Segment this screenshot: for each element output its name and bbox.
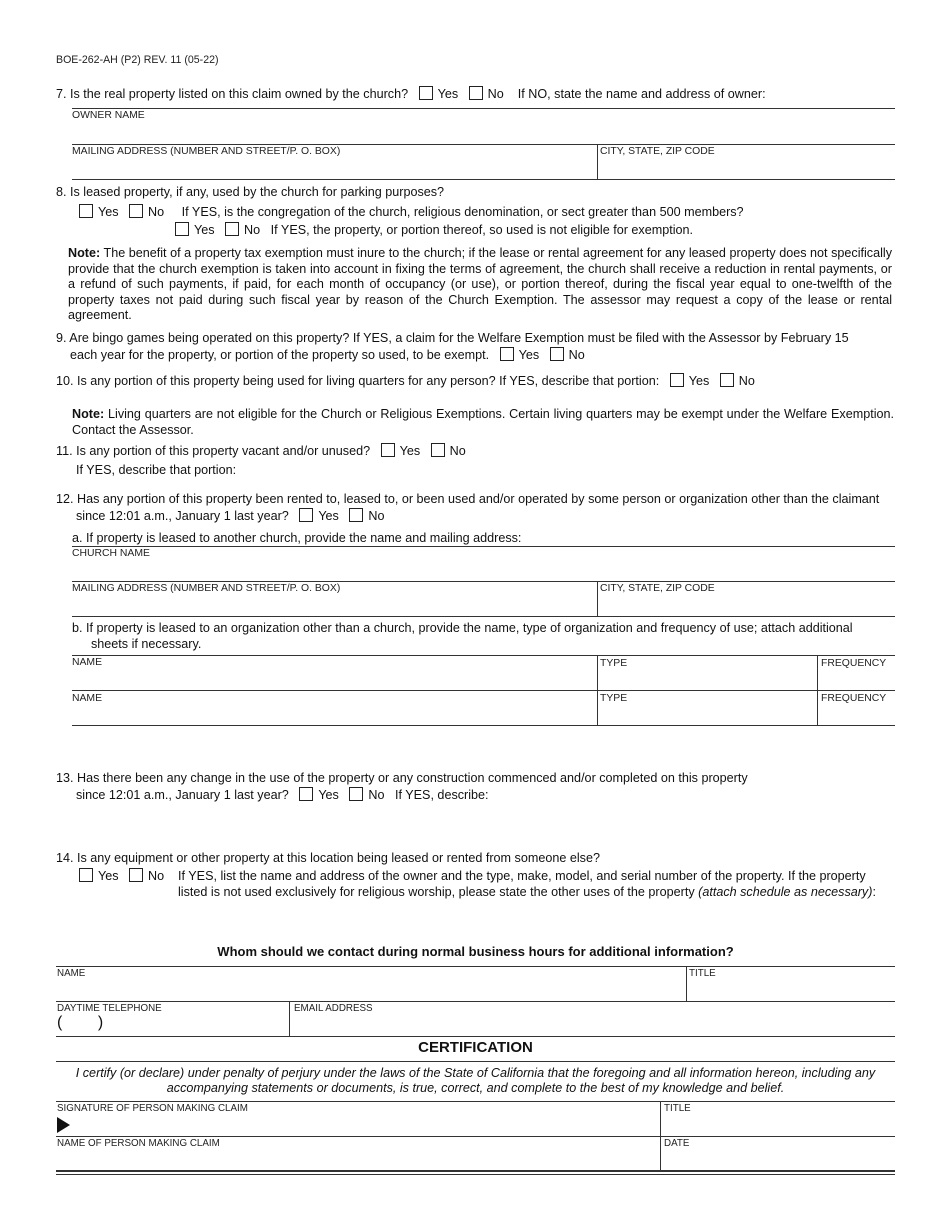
cert-line1: I certify (or declare) under penalty of perjury under the laws of the State of California that the foregoing and all information hereon, including any [75,1066,876,1080]
checkbox-icon [299,787,313,801]
q10-row: 10. Is any portion of this property being used for living quarters for any person? If YES, describe that portion: Yes No [56,374,755,388]
claimant-name-field[interactable] [57,1150,659,1170]
q9-no-checkbox[interactable]: No [550,347,585,363]
org1-type-field[interactable] [600,670,816,690]
cert-title-field[interactable] [664,1115,895,1135]
cert-title-label: TITLE [664,1103,691,1114]
q8-yes-checkbox[interactable]: Yes [79,204,119,220]
org2-type-field[interactable] [600,705,816,724]
owner-name-field[interactable] [72,122,895,144]
q12-mailing-field[interactable] [72,595,596,615]
contact-title-field[interactable] [689,980,895,1000]
q7-text: 7. Is the real property listed on this claim owned by the church? [56,87,409,101]
q11-row: 11. Is any portion of this property vacant and/or unused? Yes No [56,444,466,458]
q7-city-field[interactable] [600,158,895,178]
date-field[interactable] [664,1150,895,1170]
org2-frequency-label: FREQUENCY [821,693,887,704]
signature-label: SIGNATURE OF PERSON MAKING CLAIM [57,1103,248,1114]
checkbox-icon [299,508,313,522]
q11-yes-checkbox[interactable]: Yes [381,443,421,459]
q12-line1: 12. Has any portion of this property been rented to, leased to, or been used and/or operated by some person or organization other than the claimant [56,492,880,506]
q8-note: Note: The benefit of a property tax exemption must inure to the church; if the lease or rental agreement for any leased property does not specifically provide that the church exemption is taken into account in fixing the terms of agreement, the church shall receive a reduction in rental payments, or a refund of such payments, if paid, for each month of occupancy (or use), or portion thereof, during the fiscal year equal to one-twelfth of the property taxes not paid during such fiscal year by reason of the Church Exemption. The assessor may request a copy of the lease or rental agreement. [68,246,892,323]
checkbox-icon [79,868,93,882]
contact-name-field[interactable] [57,980,685,1000]
q14-no-checkbox[interactable]: No [129,868,164,884]
checkbox-icon [79,204,93,218]
q11-sub: If YES, describe that portion: [76,463,237,477]
q7-yes-checkbox[interactable]: Yes [419,86,459,102]
q13-line1: 13. Has there been any change in the use of the property or any construction commenced and/or completed on this property [56,771,748,785]
org1-name-label: NAME [72,657,103,668]
owner-name-label: OWNER NAME [72,110,145,121]
email-label: EMAIL ADDRESS [294,1003,373,1014]
q14-yes-checkbox[interactable]: Yes [79,868,119,884]
q11-no-checkbox[interactable]: No [431,443,466,459]
org1-name-field[interactable] [72,669,596,689]
q7-question [56,86,766,102]
q10-note: Note: Living quarters are not eligible for the Church or Religious Exemptions. Certain living quarters may be exempt under the Welfare Exemption. Contact the Assessor. [72,407,894,437]
q12-b-line2: sheets if necessary. [91,637,202,651]
q14-sub1: If YES, list the name and address of the owner and the type, make, model, and serial number of the property. If the property [178,869,866,883]
org1-frequency-label: FREQUENCY [821,658,887,669]
checkbox-icon [670,373,684,387]
q10-no-checkbox[interactable]: No [720,373,755,389]
q12-b-line1: b. If property is leased to an organization other than a church, provide the name, type of organization and frequency of use; attach additional [72,621,853,635]
q8-text: 8. Is leased property, if any, used by the church for parking purposes? [56,185,445,199]
checkbox-icon [175,222,189,236]
checkbox-icon [349,787,363,801]
checkbox-icon [550,347,564,361]
q7-tail: If NO, state the name and address of owner: [517,87,766,101]
contact-name-label: NAME [57,968,86,979]
q14-sub2-row: listed is not used exclusively for religious worship, please state the other uses of the property (attach schedule as necessary): [178,885,876,899]
q13-line2-row: since 12:01 a.m., January 1 last year? Yes No If YES, describe: [76,788,489,802]
checkbox-icon [225,222,239,236]
q13-no-checkbox[interactable]: No [349,787,384,803]
q12-no-checkbox[interactable]: No [349,508,384,524]
q12-city-label: CITY, STATE, ZIP CODE [600,583,715,594]
q8-no-checkbox[interactable]: No [129,204,164,220]
q14-options [79,868,164,884]
date-label: DATE [664,1138,690,1149]
org2-frequency-field[interactable] [821,705,895,724]
q7-no-checkbox[interactable]: No [469,86,504,102]
signature-arrow-icon [57,1117,71,1133]
checkbox-icon [431,443,445,457]
cert-line2: accompanying statements or documents, is true, correct, and complete to the best of my knowledge and belief. [166,1081,785,1095]
q12-a-text: a. If property is leased to another church, provide the name and mailing address: [72,531,522,545]
q7-mailing-label: MAILING ADDRESS (NUMBER AND STREET/P. O. BOX) [72,146,341,157]
checkbox-icon [349,508,363,522]
q13-yes-checkbox[interactable]: Yes [299,787,339,803]
claimant-name-label: NAME OF PERSON MAKING CLAIM [57,1138,220,1149]
q9-yes-checkbox[interactable]: Yes [500,347,540,363]
checkbox-icon [419,86,433,100]
q8-sub1: If YES, is the congregation of the church, religious denomination, or sect greater than 500 members? [181,205,744,219]
email-field[interactable] [294,1015,894,1035]
org2-name-field[interactable] [72,705,596,724]
contact-title-label: TITLE [689,968,716,979]
checkbox-icon [720,373,734,387]
q8-members-yes-checkbox[interactable]: Yes [175,222,215,238]
checkbox-icon [469,86,483,100]
org1-frequency-field[interactable] [821,670,895,690]
form-id: BOE-262-AH (P2) REV. 11 (05-22) [56,54,219,66]
contact-heading: Whom should we contact during normal business hours for additional information? [217,944,734,959]
q8-members-no-checkbox[interactable]: No [225,222,260,238]
org1-type-label: TYPE [600,658,628,669]
phone-label: DAYTIME TELEPHONE [57,1003,162,1014]
church-name-label: CHURCH NAME [72,548,150,559]
q7-mailing-field[interactable] [72,158,596,178]
phone-field[interactable]: ( ) [57,1014,104,1031]
q12-yes-checkbox[interactable]: Yes [299,508,339,524]
checkbox-icon [129,204,143,218]
checkbox-icon [381,443,395,457]
q9-line1: 9. Are bingo games being operated on this property? If YES, a claim for the Welfare Exemption must be filed with the Assessor by February 15 [56,331,849,345]
q9-line2-row: each year for the property, or portion of the property so used, to be exempt. Yes No [70,348,585,362]
org2-name-label: NAME [72,693,103,704]
q10-yes-checkbox[interactable]: Yes [670,373,710,389]
checkbox-icon [500,347,514,361]
q7-city-label: CITY, STATE, ZIP CODE [600,146,715,157]
q8-row2 [175,222,693,238]
q12-city-field[interactable] [600,595,895,615]
checkbox-icon [129,868,143,882]
q8-sub2: If YES, the property, or portion thereof, so used is not eligible for exemption. [270,223,694,237]
org2-type-label: TYPE [600,693,628,704]
q12-line2-row: since 12:01 a.m., January 1 last year? Yes No [76,509,385,523]
certification-heading: CERTIFICATION [418,1039,533,1056]
signature-field[interactable] [75,1115,659,1135]
q12-mailing-label: MAILING ADDRESS (NUMBER AND STREET/P. O. BOX) [72,583,341,594]
q8-row1 [79,204,744,220]
q14-text: 14. Is any equipment or other property at this location being leased or rented from someone else? [56,851,600,865]
church-name-field[interactable] [72,560,895,580]
